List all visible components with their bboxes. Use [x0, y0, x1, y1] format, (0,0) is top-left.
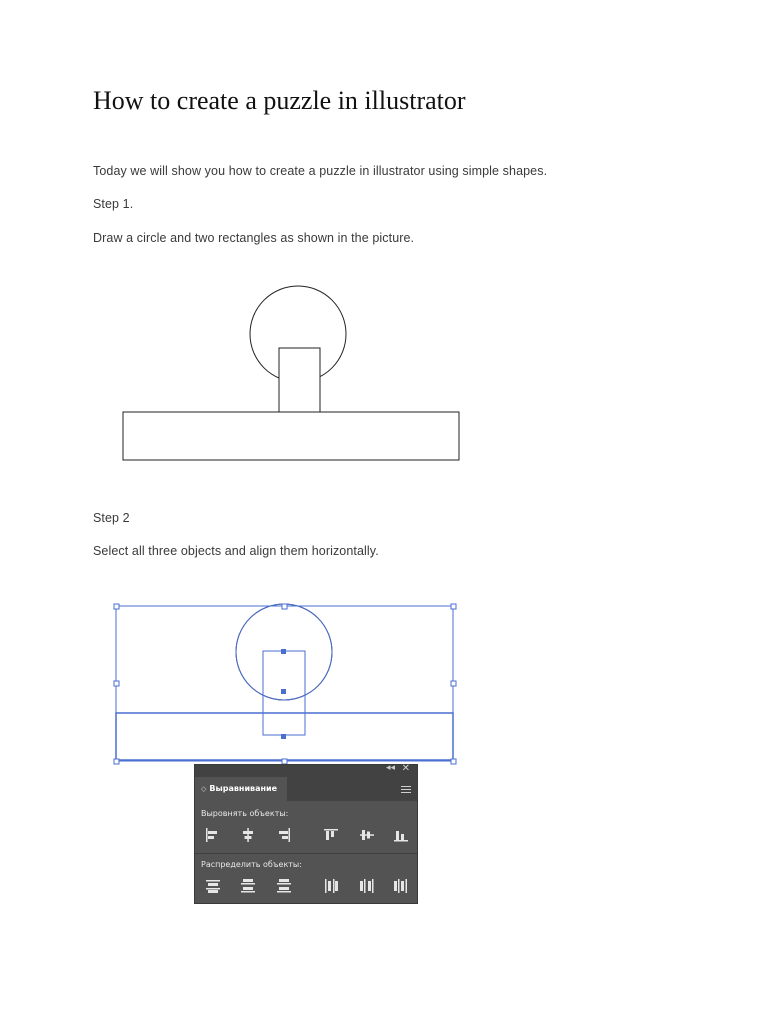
page-title: How to create a puzzle in illustrator — [93, 86, 466, 115]
panel-title-bar[interactable] — [195, 765, 417, 777]
step-2-description: Select all three objects and align them horizontally. — [93, 544, 379, 558]
distribute-bottom-button[interactable] — [275, 877, 293, 895]
step-1-description: Draw a circle and two rectangles as shown in the picture. — [93, 231, 415, 245]
tab-align-label: Выравнивание — [209, 784, 278, 793]
panel-tab-bar — [195, 777, 417, 801]
handle-middle-left — [114, 681, 119, 686]
handle-top-center — [282, 604, 287, 609]
align-right-icon — [275, 826, 293, 844]
distribute-vertical-center-button[interactable] — [239, 877, 257, 895]
distribute-top-button[interactable] — [204, 877, 222, 895]
distribute-left-icon — [322, 877, 340, 895]
align-right-button[interactable] — [275, 826, 293, 844]
align-objects-label: Выровнять объекты: — [201, 809, 289, 818]
distribute-vertical-center-icon — [239, 877, 257, 895]
align-top-icon — [322, 826, 340, 844]
align-panel — [194, 764, 418, 904]
distribute-bottom-icon — [275, 877, 293, 895]
selection-handles[interactable] — [114, 604, 456, 764]
handle-middle-right — [451, 681, 456, 686]
handle-top-right — [451, 604, 456, 609]
align-left-icon — [203, 826, 221, 844]
distribute-right-button[interactable] — [392, 877, 410, 895]
handle-top-left — [114, 604, 119, 609]
align-bottom-button[interactable] — [392, 826, 410, 844]
distribute-right-icon — [392, 877, 410, 895]
align-vertical-center-button[interactable] — [358, 826, 376, 844]
align-vertical-center-icon — [358, 826, 376, 844]
distribute-horizontal-center-icon — [358, 877, 376, 895]
tab-toggle-icon[interactable]: ◇ — [201, 785, 207, 793]
step-2-heading: Step 2 — [93, 511, 130, 525]
anchor-point-bottom — [281, 734, 286, 739]
anchor-point-top — [281, 649, 286, 654]
align-bottom-icon — [392, 826, 410, 844]
distribute-horizontal-center-button[interactable] — [358, 877, 376, 895]
align-horizontal-center-button[interactable] — [239, 826, 257, 844]
distribute-objects-label: Распределить объекты: — [201, 860, 302, 869]
anchor-points — [281, 649, 286, 739]
collapse-panel-icon[interactable]: ◂◂ — [385, 763, 395, 773]
center-point — [281, 689, 286, 694]
tab-align[interactable] — [195, 777, 287, 801]
distribute-top-icon — [204, 877, 222, 895]
align-left-button[interactable] — [203, 826, 221, 844]
handle-bottom-right — [451, 759, 456, 764]
panel-menu-icon[interactable] — [401, 786, 411, 793]
step-1-heading: Step 1. — [93, 197, 134, 211]
handle-bottom-left — [114, 759, 119, 764]
intro-paragraph: Today we will show you how to create a puzzle in illustrator using simple shapes. — [93, 164, 548, 178]
align-top-button[interactable] — [322, 826, 340, 844]
panel-divider — [195, 853, 417, 854]
distribute-left-button[interactable] — [322, 877, 340, 895]
align-horizontal-center-icon — [239, 826, 257, 844]
close-icon[interactable]: ✕ — [401, 763, 410, 774]
